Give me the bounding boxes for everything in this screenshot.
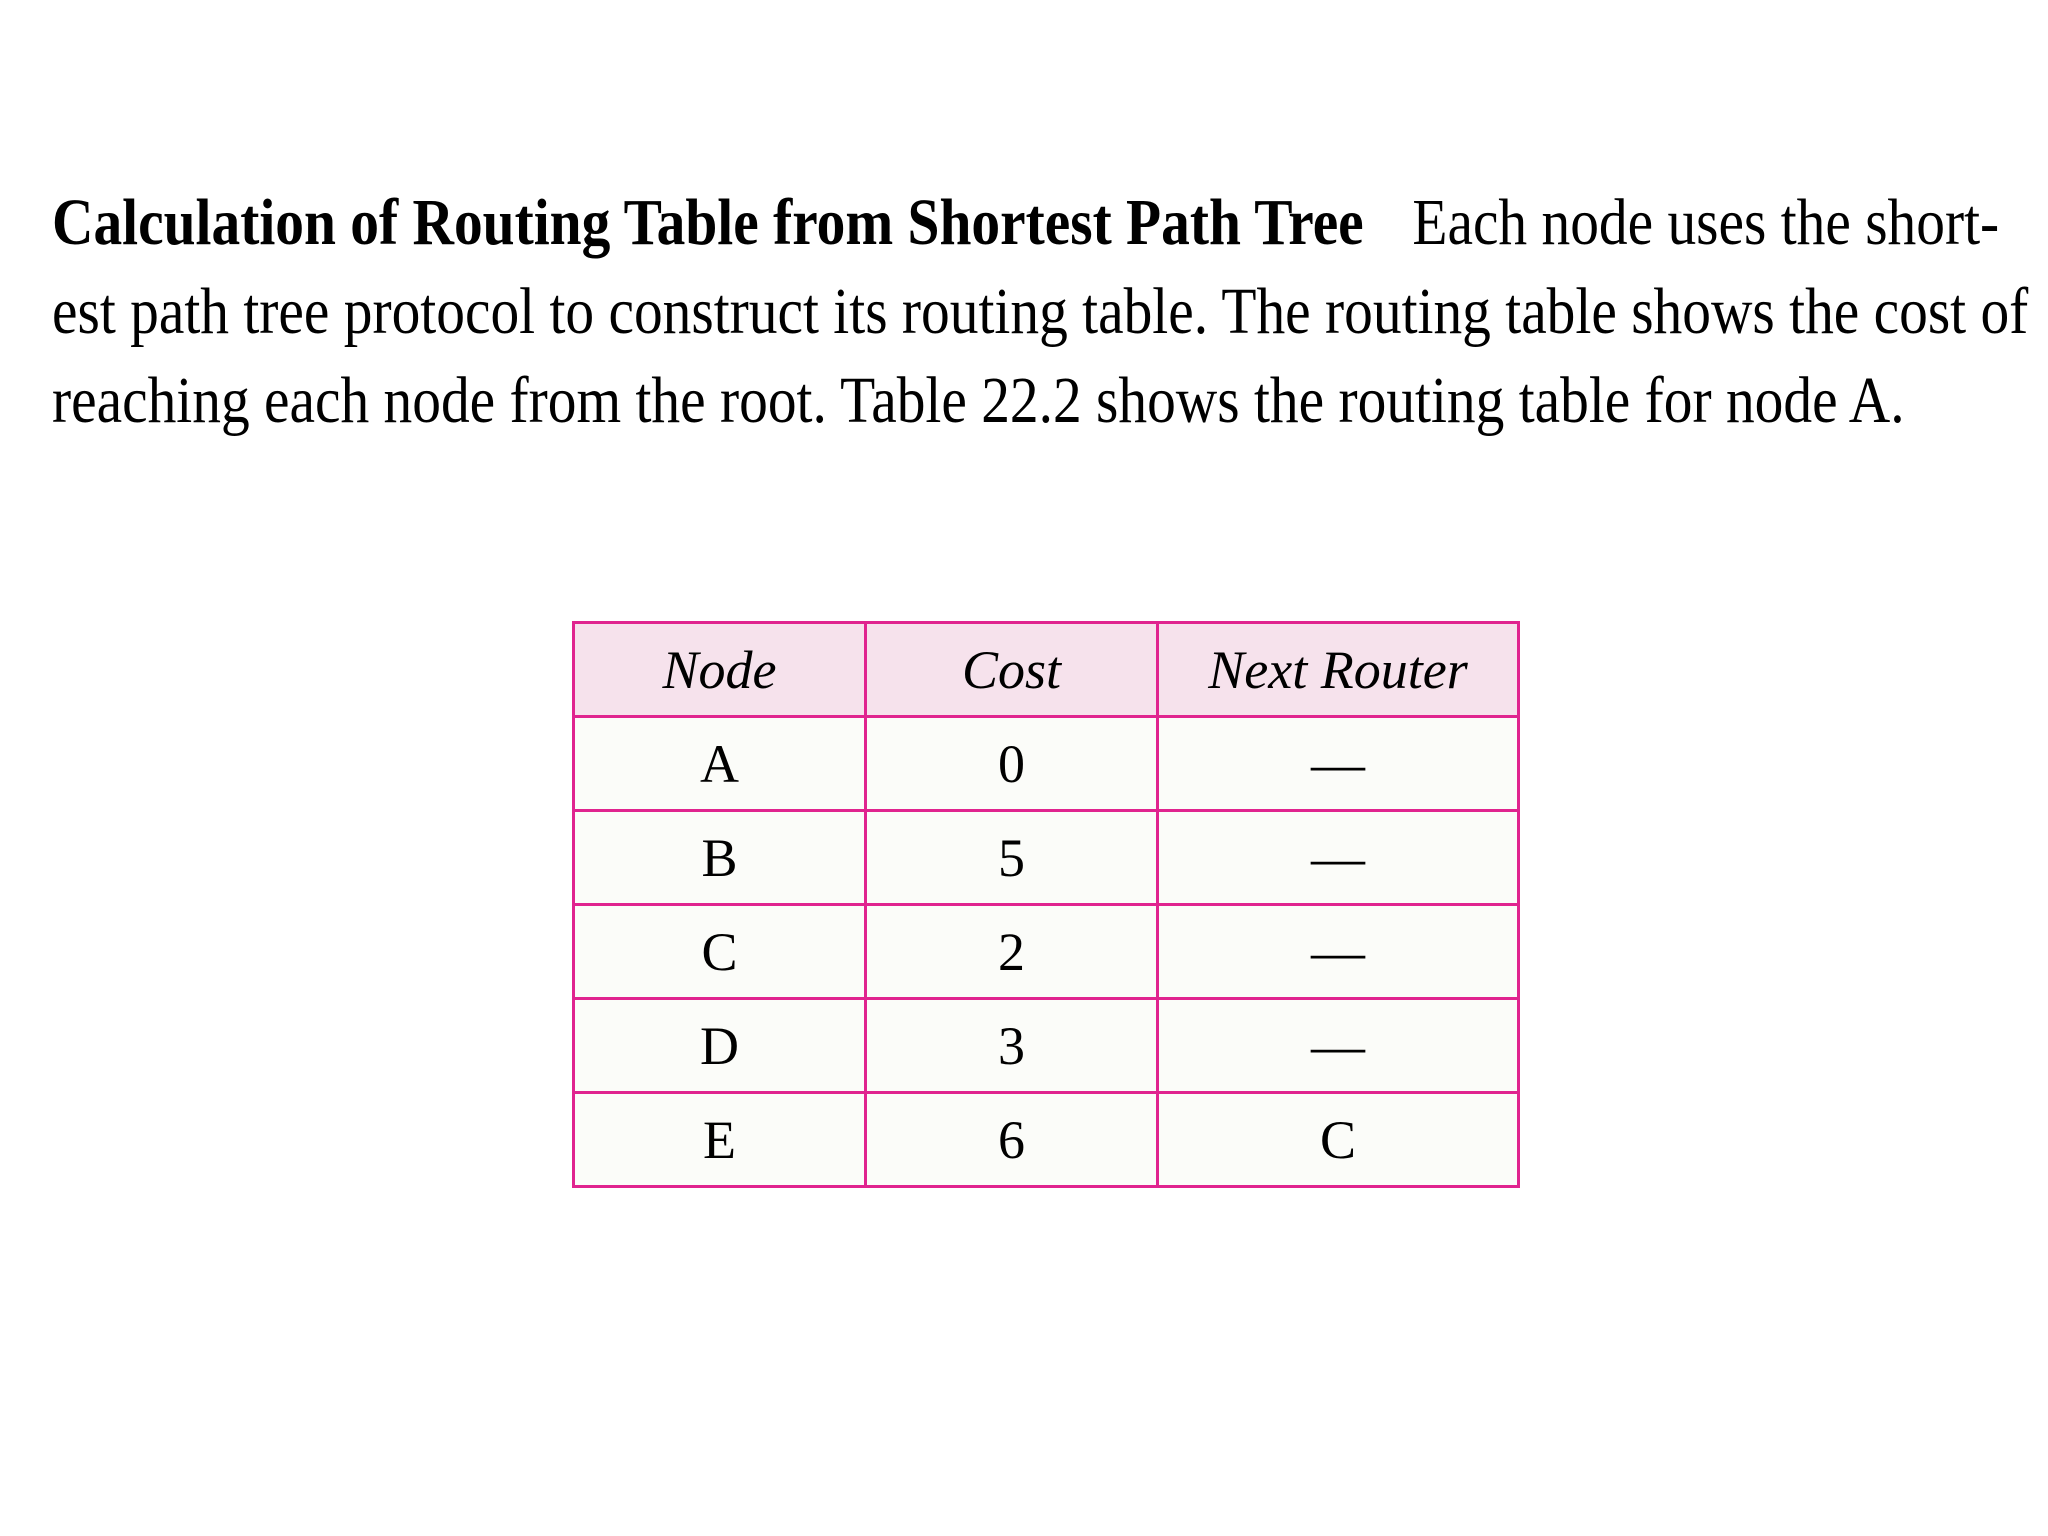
- cell-cost: 6: [866, 1093, 1158, 1187]
- section-heading: Calculation of Routing Table from Shortest Path Tree: [52, 186, 1364, 259]
- cell-next-router: —: [1158, 811, 1519, 905]
- table-row: [574, 717, 1519, 811]
- cell-next-router: —: [1158, 717, 1519, 811]
- body-paragraph: [52, 178, 2029, 445]
- cell-node: B: [574, 811, 866, 905]
- cell-node: A: [574, 717, 866, 811]
- cell-next-router: —: [1158, 999, 1519, 1093]
- table-row: [574, 811, 1519, 905]
- paragraph-line-3: reaching each node from the root. Table 22.2 shows the routing table for node A.: [52, 364, 1905, 437]
- paragraph-line-1: [52, 178, 2000, 267]
- cell-node: D: [574, 999, 866, 1093]
- header-node: Node: [574, 623, 866, 717]
- cell-node: C: [574, 905, 866, 999]
- header-cost: Cost: [866, 623, 1158, 717]
- paragraph-line-2: est path tree protocol to construct its routing table. The routing table shows the cost of: [52, 275, 2029, 348]
- table-row: [574, 1093, 1519, 1187]
- header-next-router: Next Router: [1158, 623, 1519, 717]
- paragraph-line-1-text: Each node uses the short-: [1412, 186, 2000, 259]
- cell-cost: 2: [866, 905, 1158, 999]
- table-row: [574, 999, 1519, 1093]
- cell-node: E: [574, 1093, 866, 1187]
- cell-cost: 3: [866, 999, 1158, 1093]
- cell-next-router: C: [1158, 1093, 1519, 1187]
- cell-next-router: —: [1158, 905, 1519, 999]
- table-row: [574, 905, 1519, 999]
- table-header-row: [574, 623, 1519, 717]
- routing-table: [572, 621, 1520, 1188]
- cell-cost: 0: [866, 717, 1158, 811]
- cell-cost: 5: [866, 811, 1158, 905]
